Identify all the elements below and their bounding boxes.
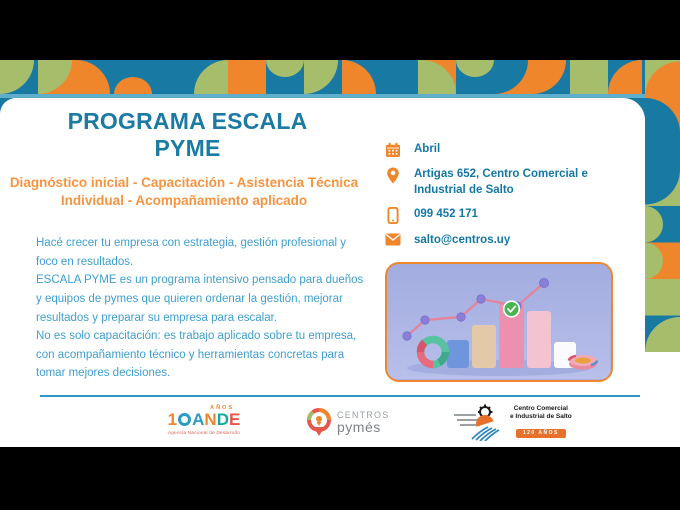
pymes-label: pymés xyxy=(337,418,381,435)
ande-anos-label: AÑOS xyxy=(210,405,234,411)
calendar-icon xyxy=(385,142,401,158)
email-icon xyxy=(385,233,401,246)
program-subtitle: Diagnóstico inicial - Capacitación - Asistencia Técnica Individual - Acompañamiento aplicado xyxy=(9,175,359,208)
phone-icon xyxy=(385,207,401,224)
location-pin-icon xyxy=(385,167,401,184)
description-paragraph: ESCALA PYME es un programa intensivo pensado para dueños y equipos de pymes que quieren ordenar la gestión, mejorar resultados y preparar su empresa para escalar. xyxy=(36,274,364,324)
contact-row-address xyxy=(385,167,625,198)
event-address: Artigas 652, Centro Comercial e Industrial de Salto xyxy=(414,168,588,196)
content-card xyxy=(0,98,645,447)
event-month: Abril xyxy=(414,143,441,155)
description-paragraph: No es solo capacitación: es trabajo aplicado sobre tu empresa, con acompañamiento técnico y herramientas concretas para tomar mejores decisiones. xyxy=(36,330,357,380)
email-address: salto@centros.uy xyxy=(414,234,511,247)
contact-block xyxy=(385,142,625,249)
salto-anniversary-badge: 120 AÑOS xyxy=(516,429,566,438)
ande-zero-ring-icon xyxy=(178,413,191,426)
salto-name-line2: e Industrial de Salto xyxy=(510,413,572,420)
growth-chart-illustration xyxy=(385,262,613,382)
centros-pymes-logo xyxy=(306,407,389,437)
centros-label: CENTROS xyxy=(337,409,390,420)
salto-name-line1: Centro Comercial xyxy=(513,404,568,412)
description-paragraph: Hacé crecer tu empresa con estrategia, gestión profesional y foco en resultados. xyxy=(36,237,347,268)
footer-divider xyxy=(40,395,640,397)
decorative-band-right-icon xyxy=(645,60,680,352)
salto-chamber-logo xyxy=(452,403,572,441)
centros-pymes-pin-icon xyxy=(306,407,332,437)
ande-wordmark: 1 A N D E xyxy=(167,410,241,429)
salto-logo-text xyxy=(510,405,572,439)
contact-row-phone xyxy=(385,207,625,224)
ande-logo xyxy=(160,405,248,435)
flyer xyxy=(0,60,680,447)
phone-number: 099 452 171 xyxy=(414,208,478,221)
ande-tagline: Agencia Nacional de Desarrollo xyxy=(167,430,241,435)
decorative-band-top-icon xyxy=(0,60,680,98)
page-title xyxy=(0,108,375,162)
title-line-1: PROGRAMA ESCALA xyxy=(67,108,308,134)
contact-row-email xyxy=(385,233,625,249)
program-description xyxy=(36,234,370,383)
salto-logo-emblem-icon xyxy=(452,403,504,441)
ande-digit: 1 xyxy=(167,410,178,429)
centros-pymes-wordmark xyxy=(337,411,389,434)
contact-row-month xyxy=(385,142,625,158)
title-line-2: PYME xyxy=(154,135,221,162)
logos-row xyxy=(0,403,645,445)
